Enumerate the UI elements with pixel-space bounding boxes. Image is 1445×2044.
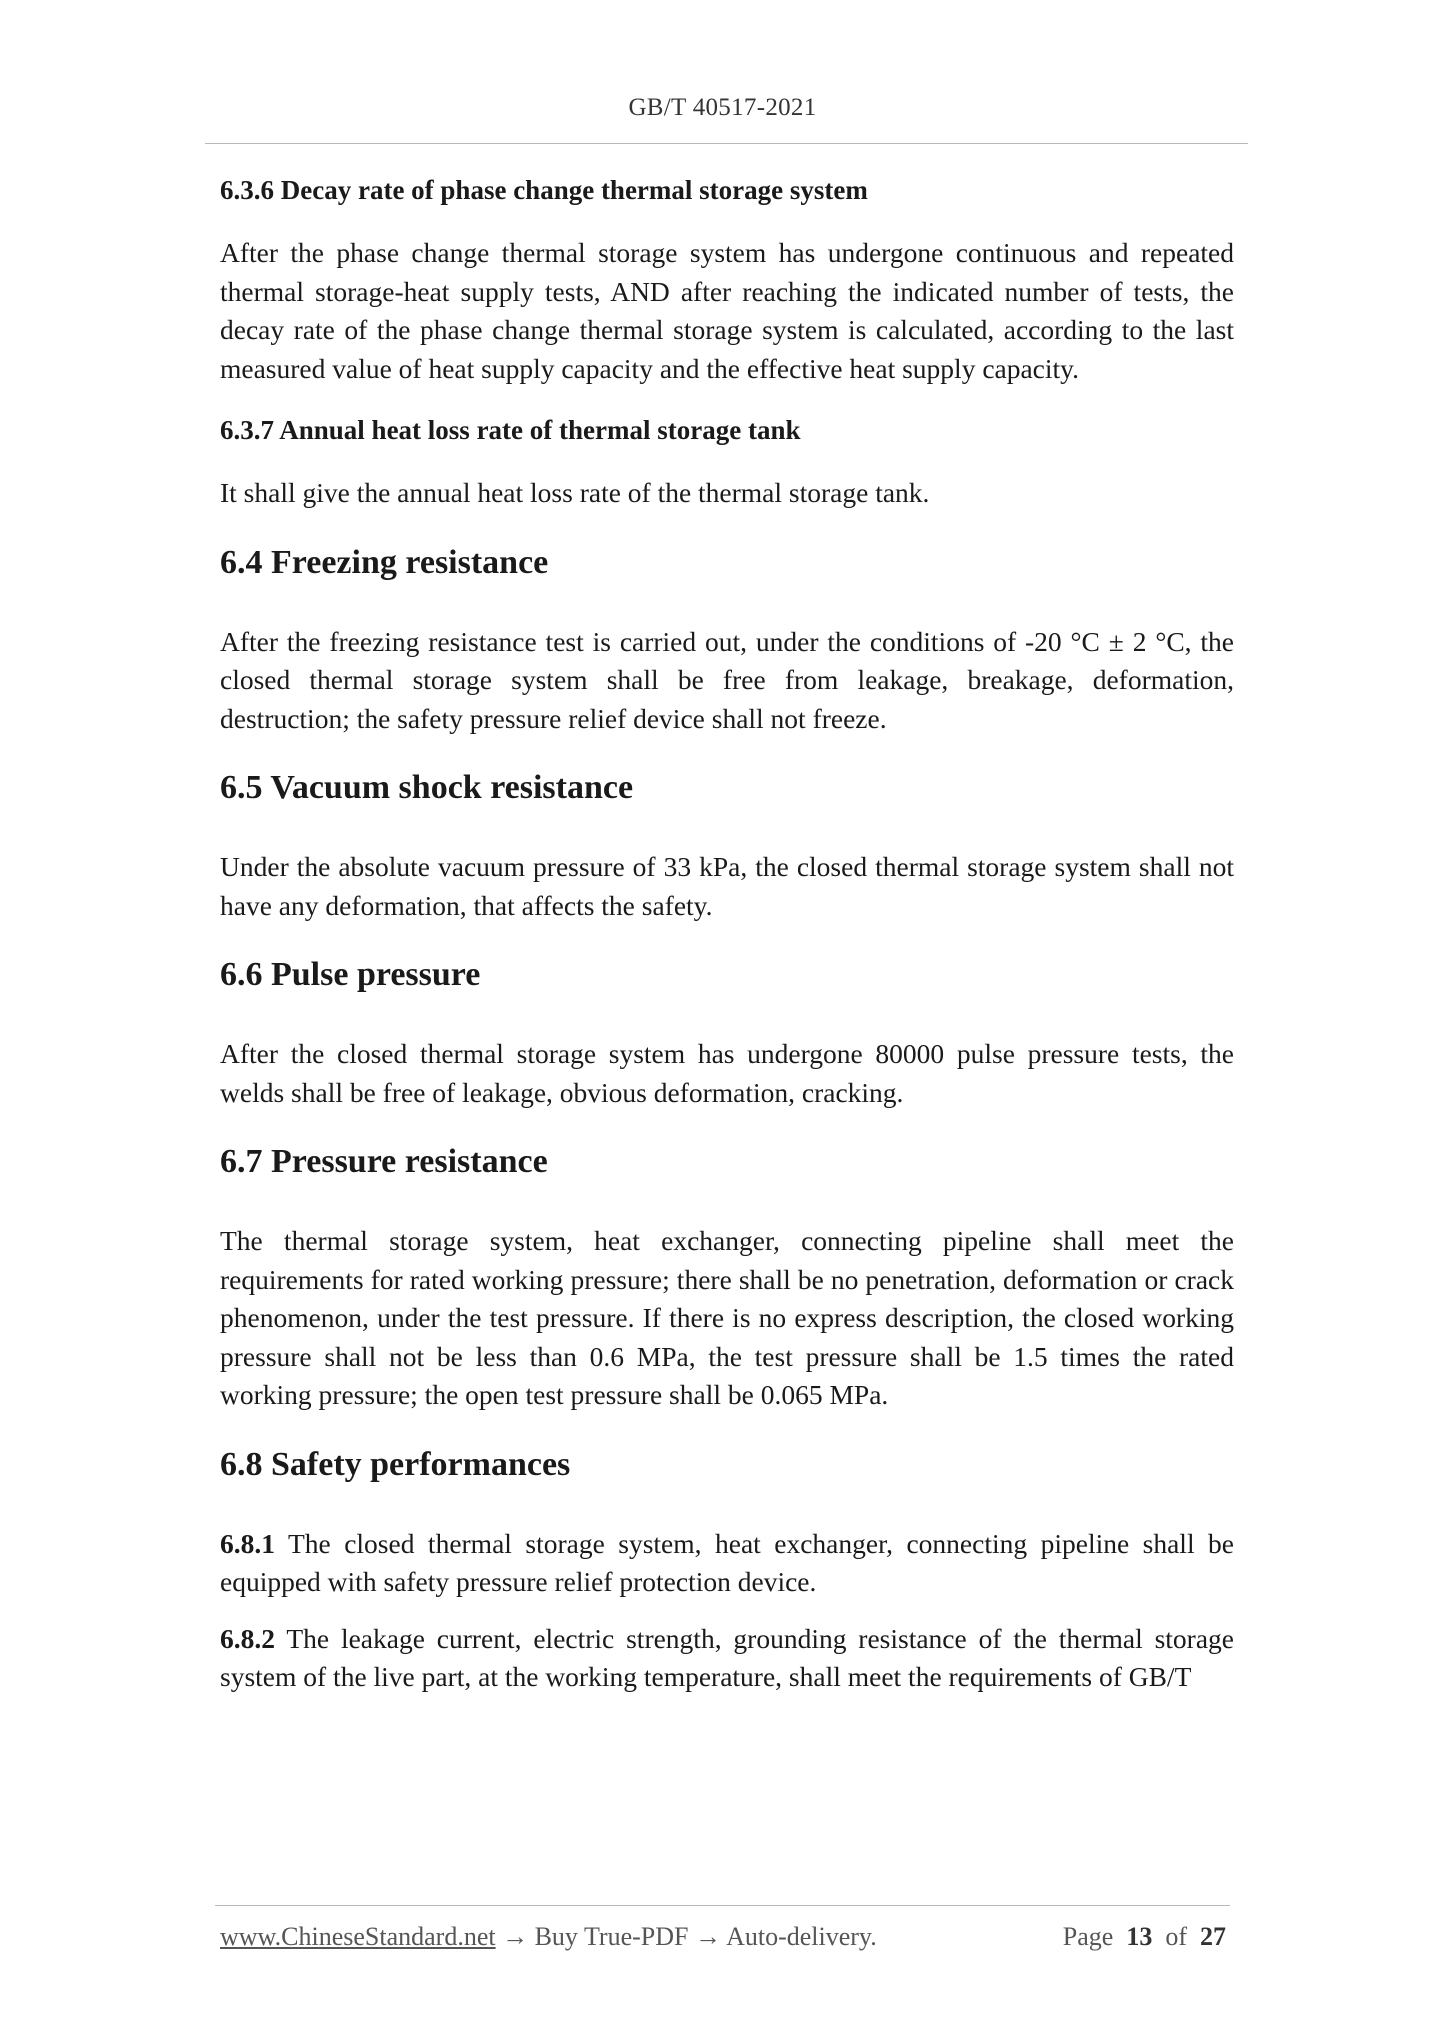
heading-6-3-7: 6.3.7 Annual heat loss rate of thermal storage tank — [220, 415, 801, 445]
heading-6-7: 6.7 Pressure resistance — [220, 1143, 548, 1180]
paragraph-6-3-6: After the phase change thermal storage system has undergone continuous and repeated thermal storage-heat supply tests, AND after reaching the indicated number of tests, the decay rate of the phase change thermal storage system is calculated, according to the last measured value of heat supply capacity and the effective heat supply capacity. — [220, 237, 1234, 384]
clause-number-6-8-1: 6.8.1 — [220, 1527, 275, 1559]
heading-6-6: 6.6 Pulse pressure — [220, 956, 481, 993]
heading-6-8: 6.8 Safety performances — [220, 1445, 571, 1483]
site-link[interactable]: www.ChineseStandard.net — [220, 1922, 496, 1951]
heading-6-5: 6.5 Vacuum shock resistance — [220, 769, 634, 806]
page-current: 13 — [1126, 1922, 1153, 1951]
paragraph-6-8-1 — [220, 1525, 1234, 1602]
footer-promo — [220, 1922, 877, 1952]
clause-text-6-8-1: The closed thermal storage system, heat exchanger, connecting pipeline shall be equipped with safety pressure relief protection device. — [220, 1527, 1235, 1597]
clause-number-6-8-2: 6.8.2 — [220, 1622, 275, 1654]
page-total: 27 — [1200, 1922, 1226, 1951]
page-number — [1063, 1922, 1226, 1952]
buy-text: Buy True-PDF — [534, 1922, 689, 1951]
page-label: Page — [1062, 1922, 1114, 1951]
arrow-right-icon: → — [695, 1922, 721, 1951]
document-body — [220, 172, 1234, 1721]
footer-divider — [215, 1905, 1230, 1906]
heading-6-4: 6.4 Freezing resistance — [220, 543, 549, 581]
paragraph-6-4: After the freezing resistance test is carried out, under the conditions of -20 °C ± 2 °C, the closed thermal storage system shall be free from leakage, breakage, deformation, destruction; the safety pressure relief device shall not freeze. — [220, 625, 1234, 734]
paragraph-6-3-7: It shall give the annual heat loss rate of the thermal storage tank. — [220, 477, 930, 508]
page-header: GB/T 40517-2021 — [628, 94, 817, 121]
header-divider — [205, 143, 1248, 144]
paragraph-6-7: The thermal storage system, heat exchanger, connecting pipeline shall meet the requirements for rated working pressure; there shall be no penetration, deformation or crack phenomenon, under the test pressure. If there is no express description, the closed working pressure shall not be less than 0.6 MPa, the test pressure shall be 1.5 times the rated working pressure; the open test pressure shall be 0.065 MPa. — [220, 1225, 1234, 1410]
paragraph-6-6: After the closed thermal storage system has undergone 80000 pulse pressure tests, the welds shall be free of leakage, obvious deformation, cracking. — [220, 1038, 1234, 1108]
paragraph-6-5: Under the absolute vacuum pressure of 33 kPa, the closed thermal storage system shall not have any deformation, that affects the safety. — [220, 851, 1234, 921]
arrow-right-icon: → — [502, 1922, 529, 1951]
clause-text-6-8-2: The leakage current, electric strength, grounding resistance of the thermal storage system of the live part, at the working temperature, shall meet the requirements of GB/T — [220, 1622, 1234, 1692]
heading-6-3-6: 6.3.6 Decay rate of phase change thermal storage system — [220, 175, 868, 205]
delivery-text: Auto-delivery. — [726, 1922, 877, 1951]
paragraph-6-8-2 — [220, 1620, 1234, 1697]
of-label: of — [1165, 1922, 1187, 1951]
